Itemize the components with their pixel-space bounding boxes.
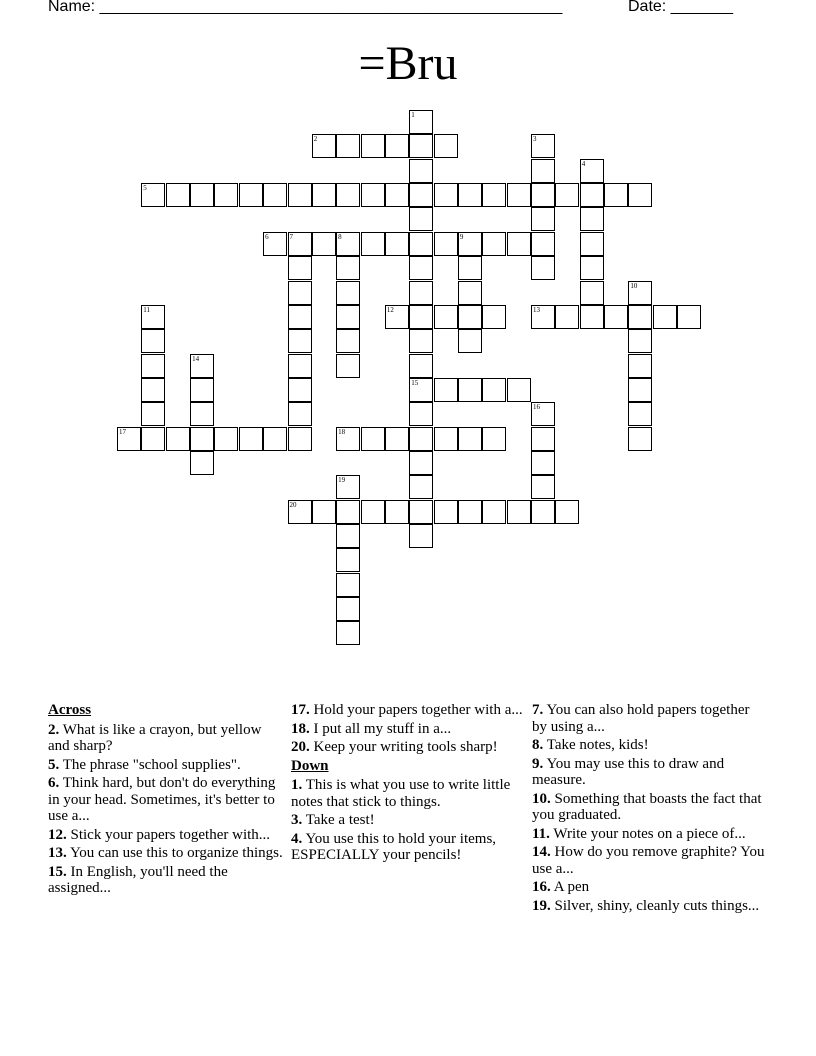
grid-cell[interactable]	[434, 378, 458, 402]
clue-number-label: 7.	[532, 702, 544, 718]
clue-number-label: 6.	[48, 775, 60, 791]
grid-cell[interactable]	[141, 354, 165, 378]
grid-cell[interactable]	[409, 354, 433, 378]
grid-cell[interactable]	[385, 134, 409, 158]
grid-cell[interactable]	[336, 621, 360, 645]
grid-cell[interactable]	[141, 183, 165, 207]
grid-cell[interactable]	[141, 378, 165, 402]
across-clue	[48, 845, 283, 862]
clue-number: 19	[338, 476, 346, 485]
grid-cell[interactable]	[361, 500, 385, 524]
grid-cell[interactable]	[531, 500, 555, 524]
grid-cell[interactable]	[628, 281, 652, 305]
puzzle-title: =Bru	[358, 37, 458, 90]
grid-cell[interactable]	[166, 427, 190, 451]
grid-cell[interactable]	[239, 183, 263, 207]
grid-cell[interactable]	[190, 354, 214, 378]
grid-cell[interactable]	[628, 402, 652, 426]
clue-number-label: 3.	[291, 812, 303, 828]
grid-cell[interactable]	[361, 232, 385, 256]
grid-cell[interactable]	[336, 548, 360, 572]
grid-cell[interactable]	[531, 134, 555, 158]
grid-cell[interactable]	[580, 183, 604, 207]
grid-cell[interactable]	[482, 427, 506, 451]
across-clue	[48, 722, 283, 755]
down-clue	[291, 777, 526, 810]
grid-cell[interactable]	[312, 500, 336, 524]
clue-text: The phrase "school supplies".	[62, 756, 241, 773]
grid-cell[interactable]	[409, 256, 433, 280]
clue-number: 9	[459, 232, 464, 241]
clue-number: 6	[265, 232, 269, 241]
clue-number-label: 18.	[291, 720, 310, 737]
grid-cell[interactable]	[580, 232, 604, 256]
grid-cell[interactable]	[214, 183, 238, 207]
clue-text: Take notes, kids!	[546, 737, 649, 753]
grid-cell[interactable]	[385, 427, 409, 451]
grid-cell[interactable]	[263, 427, 287, 451]
grid-cell[interactable]	[336, 573, 360, 597]
clue-number: 14	[192, 354, 200, 363]
clue-number: 15	[411, 378, 419, 387]
grid-cell[interactable]	[288, 183, 312, 207]
grid-cell[interactable]	[628, 354, 652, 378]
grid-cell[interactable]	[336, 134, 360, 158]
grid-cell[interactable]	[141, 329, 165, 353]
clue-number-label: 2.	[48, 721, 60, 738]
grid-cell[interactable]	[312, 134, 336, 158]
grid-cell[interactable]	[117, 427, 141, 451]
across-clue	[48, 757, 283, 774]
down-clue	[532, 826, 767, 843]
grid-cell[interactable]	[214, 427, 238, 451]
clue-number-label: 11.	[532, 825, 550, 842]
grid-cell[interactable]	[434, 183, 458, 207]
across-clue	[291, 702, 526, 719]
clue-number: 5	[143, 184, 147, 193]
down-clue	[532, 879, 767, 896]
clue-text: Think hard, but don't do everything in your head. Sometimes, it's better to use a...	[48, 775, 276, 824]
grid-cell[interactable]	[288, 500, 312, 524]
clue-text: How do you remove graphite? You use a...	[532, 844, 765, 877]
grid-cell[interactable]	[361, 427, 385, 451]
clue-number: 18	[338, 427, 346, 436]
grid-cell[interactable]	[336, 232, 360, 256]
clue-text: You use this to hold your items, ESPECIALLY your pencils!	[291, 830, 497, 863]
grid-cell[interactable]	[288, 402, 312, 426]
clue-number-label: 17.	[291, 702, 310, 718]
grid-cell[interactable]	[458, 256, 482, 280]
clue-text: Write your notes on a piece of...	[553, 825, 746, 842]
clue-number-label: 9.	[532, 755, 544, 772]
grid-cell[interactable]	[458, 183, 482, 207]
across-clue	[48, 827, 283, 844]
clue-number-label: 12.	[48, 826, 67, 843]
grid-cell[interactable]	[458, 305, 482, 329]
grid-cell[interactable]	[434, 427, 458, 451]
grid-cell[interactable]	[409, 183, 433, 207]
grid-cell[interactable]	[288, 281, 312, 305]
grid-cell[interactable]	[312, 232, 336, 256]
down-heading: Down	[291, 757, 329, 774]
grid-cell[interactable]	[555, 305, 579, 329]
grid-cell[interactable]	[434, 500, 458, 524]
down-clue	[532, 737, 767, 754]
clue-text: I put all my stuff in a...	[313, 720, 452, 737]
grid-cell[interactable]	[409, 402, 433, 426]
grid-cell[interactable]	[531, 256, 555, 280]
grid-cell[interactable]	[458, 500, 482, 524]
clue-text: Silver, shiny, cleanly cuts things...	[554, 897, 760, 914]
clue-number: 3	[533, 135, 537, 144]
grid-cell[interactable]	[458, 232, 482, 256]
down-clue	[291, 831, 526, 864]
clue-number: 10	[630, 281, 638, 290]
grid-cell[interactable]	[507, 232, 531, 256]
grid-cell[interactable]	[336, 427, 360, 451]
grid-cell[interactable]	[531, 207, 555, 231]
grid-cell[interactable]	[580, 305, 604, 329]
across-clue	[291, 739, 526, 756]
grid-cell[interactable]	[336, 329, 360, 353]
grid-cell[interactable]	[677, 305, 701, 329]
grid-cell[interactable]	[555, 500, 579, 524]
clue-number: 2	[313, 135, 318, 144]
grid-cell[interactable]	[336, 281, 360, 305]
date-field-label: Date: _______	[628, 0, 733, 15]
grid-cell[interactable]	[580, 256, 604, 280]
grid-cell[interactable]	[482, 378, 506, 402]
grid-cell[interactable]	[141, 305, 165, 329]
grid-cell[interactable]	[336, 475, 360, 499]
clue-number: 8	[338, 232, 342, 241]
grid-cell[interactable]	[628, 329, 652, 353]
grid-cell[interactable]	[580, 159, 604, 183]
grid-cell[interactable]	[288, 378, 312, 402]
grid-cell[interactable]	[507, 183, 531, 207]
grid-cell[interactable]	[458, 378, 482, 402]
across-clue	[291, 721, 526, 738]
grid-cell[interactable]	[263, 183, 287, 207]
down-clue	[532, 791, 767, 824]
grid-cell[interactable]	[628, 305, 652, 329]
grid-cell[interactable]	[458, 427, 482, 451]
grid-cell[interactable]	[628, 427, 652, 451]
clue-text: You can also hold papers together by using a...	[532, 702, 750, 735]
clue-column-3	[532, 702, 767, 916]
grid-cell[interactable]	[336, 597, 360, 621]
grid-cell[interactable]	[531, 427, 555, 451]
grid-cell[interactable]	[555, 183, 579, 207]
clue-number: 13	[533, 305, 540, 314]
grid-cell[interactable]	[288, 256, 312, 280]
clue-number: 16	[533, 403, 540, 412]
grid-cell[interactable]	[190, 378, 214, 402]
name-field-label: Name: ____________________________________________________	[48, 0, 563, 15]
clue-text: Take a test!	[305, 812, 375, 828]
clue-number-label: 4.	[291, 830, 303, 847]
grid-cell[interactable]	[190, 451, 214, 475]
down-clue	[532, 898, 767, 915]
grid-cell[interactable]	[482, 183, 506, 207]
grid-cell[interactable]	[336, 305, 360, 329]
grid-cell[interactable]	[653, 305, 677, 329]
grid-cell[interactable]	[336, 183, 360, 207]
grid-cell[interactable]	[531, 402, 555, 426]
clue-number-label: 10.	[532, 790, 551, 807]
grid-cell[interactable]	[628, 183, 652, 207]
grid-cell[interactable]	[604, 183, 628, 207]
clue-text: Something that boasts the fact that you graduated.	[532, 790, 762, 823]
clue-number-label: 20.	[291, 739, 310, 755]
grid-cell[interactable]	[409, 524, 433, 548]
clue-number: 12	[386, 305, 394, 314]
grid-cell[interactable]	[288, 354, 312, 378]
clue-number: 20	[289, 500, 297, 509]
clue-number: 4	[581, 159, 586, 168]
grid-cell[interactable]	[385, 500, 409, 524]
grid-cell[interactable]	[409, 110, 433, 134]
grid-cell[interactable]	[361, 134, 385, 158]
across-clue	[48, 864, 283, 897]
grid-cell[interactable]	[409, 475, 433, 499]
clue-number-label: 14.	[532, 844, 551, 860]
grid-cell[interactable]	[531, 305, 555, 329]
grid-cell[interactable]	[409, 159, 433, 183]
grid-cell[interactable]	[288, 232, 312, 256]
grid-cell[interactable]	[482, 305, 506, 329]
clue-column-1	[48, 702, 283, 899]
grid-cell[interactable]	[288, 305, 312, 329]
clue-number: 7	[289, 232, 293, 241]
across-heading: Across	[48, 702, 92, 718]
grid-cell[interactable]	[141, 427, 165, 451]
grid-cell[interactable]	[604, 305, 628, 329]
clue-text: Hold your papers together with a...	[313, 702, 523, 718]
clue-number-label: 19.	[532, 897, 551, 914]
grid-cell[interactable]	[336, 500, 360, 524]
grid-cell[interactable]	[409, 134, 433, 158]
grid-cell[interactable]	[409, 232, 433, 256]
clue-number: 1	[411, 111, 415, 119]
grid-cell[interactable]	[385, 232, 409, 256]
grid-cell[interactable]	[239, 427, 263, 451]
clue-number: 11	[143, 305, 151, 314]
grid-cell[interactable]	[434, 232, 458, 256]
grid-cell[interactable]	[409, 207, 433, 231]
grid-cell[interactable]	[458, 281, 482, 305]
grid-cell[interactable]	[482, 500, 506, 524]
grid-cell[interactable]	[409, 329, 433, 353]
grid-cell[interactable]	[263, 232, 287, 256]
grid-cell[interactable]	[531, 475, 555, 499]
clue-column-2	[291, 702, 526, 866]
clue-text: A pen	[553, 879, 590, 895]
down-clue	[291, 812, 526, 829]
grid-cell[interactable]	[507, 378, 531, 402]
grid-cell[interactable]	[288, 427, 312, 451]
clue-number-label: 1.	[291, 777, 303, 793]
grid-cell[interactable]	[288, 329, 312, 353]
grid-cell[interactable]	[166, 183, 190, 207]
clue-number-label: 8.	[532, 737, 544, 753]
clue-number-label: 15.	[48, 863, 67, 880]
grid-cell[interactable]	[361, 183, 385, 207]
grid-cell[interactable]	[580, 207, 604, 231]
grid-cell[interactable]	[385, 305, 409, 329]
down-clue	[532, 702, 767, 735]
clue-text: You may use this to draw and measure.	[532, 755, 725, 788]
clue-number-label: 16.	[532, 879, 551, 895]
across-clue	[48, 775, 283, 825]
grid-cell[interactable]	[190, 402, 214, 426]
grid-cell[interactable]	[312, 183, 336, 207]
grid-cell[interactable]	[628, 378, 652, 402]
grid-cell[interactable]	[141, 402, 165, 426]
grid-cell[interactable]	[409, 451, 433, 475]
grid-cell[interactable]	[409, 500, 433, 524]
grid-cell[interactable]	[434, 134, 458, 158]
grid-cell[interactable]	[336, 256, 360, 280]
grid-cell[interactable]	[531, 451, 555, 475]
grid-cell[interactable]	[385, 183, 409, 207]
clue-text: You can use this to organize things.	[69, 845, 283, 861]
down-clue	[532, 756, 767, 789]
clue-text: Keep your writing tools sharp!	[313, 739, 498, 755]
clue-number-label: 13.	[48, 845, 67, 861]
grid-cell[interactable]	[190, 183, 214, 207]
grid-cell[interactable]	[580, 281, 604, 305]
grid-cell[interactable]	[507, 500, 531, 524]
down-clue	[532, 844, 767, 877]
grid-cell[interactable]	[531, 159, 555, 183]
grid-cell[interactable]	[409, 281, 433, 305]
clue-number: 17	[119, 427, 126, 436]
grid-cell[interactable]	[531, 183, 555, 207]
clue-text: This is what you use to write little notes that stick to things.	[291, 777, 511, 810]
clue-text: Stick your papers together with...	[70, 826, 271, 843]
grid-cell[interactable]	[409, 305, 433, 329]
grid-cell[interactable]	[458, 329, 482, 353]
clue-text: In English, you'll need the assigned...	[48, 863, 228, 896]
clue-number-label: 5.	[48, 756, 60, 773]
grid-cell[interactable]	[190, 427, 214, 451]
clue-text: What is like a crayon, but yellow and sharp?	[48, 721, 262, 754]
grid-cell[interactable]	[409, 427, 433, 451]
grid-cell[interactable]	[336, 524, 360, 548]
grid-cell[interactable]	[336, 354, 360, 378]
grid-cell[interactable]	[409, 378, 433, 402]
grid-cell[interactable]	[482, 232, 506, 256]
grid-cell[interactable]	[531, 232, 555, 256]
grid-cell[interactable]	[434, 305, 458, 329]
